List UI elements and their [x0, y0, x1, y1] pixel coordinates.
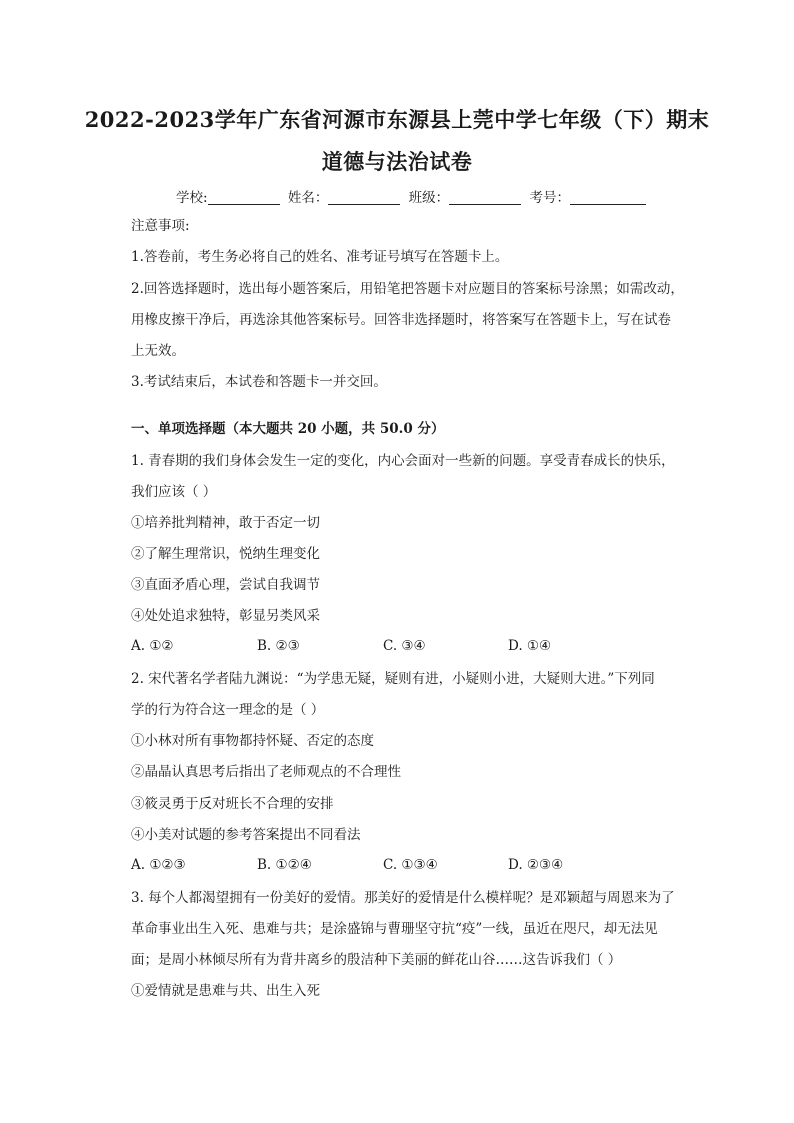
option-c[interactable]: C. ①③④ — [383, 857, 438, 873]
option-b[interactable]: B. ①②④ — [257, 857, 312, 873]
question-2-text: 学的行为符合这一理念的是（ ） — [131, 702, 325, 718]
option-d[interactable]: D. ①④ — [508, 638, 552, 654]
student-info-row — [176, 186, 650, 206]
question-2-statement: ②晶晶认真思考后指出了老师观点的不合理性 — [131, 764, 401, 780]
notes-heading: 注意事项: — [131, 218, 190, 234]
page-title-line2: 道德与法治试卷 — [321, 149, 473, 174]
note-line: 2.回答选择题时，选出每小题答案后，用铅笔把答题卡对应题目的答案标号涂黑；如需改动， — [131, 281, 684, 297]
question-1-statement: ②了解生理常识，悦纳生理变化 — [131, 546, 320, 562]
option-d[interactable]: D. ②③④ — [508, 857, 564, 873]
note-line: 用橡皮擦干净后，再选涂其他答案标号。回答非选择题时，将答案写在答题卡上，写在试卷 — [131, 312, 671, 328]
question-2-text: 2. 宋代著名学者陆九渊说：“为学患无疑，疑则有进，小疑则小进，大疑则大进。”下列同 — [131, 671, 655, 687]
option-a[interactable]: A. ①② — [131, 638, 174, 654]
name-label: 姓名： — [287, 190, 329, 206]
question-3-statement: ①爱情就是患难与共、出生入死 — [131, 983, 320, 999]
note-line: 3.考试结束后，本试卷和答题卡一并交回。 — [131, 374, 387, 390]
question-3-text: 革命事业出生入死、患难与共；是涂盛锦与曹珊坚守抗“疫”一线，虽近在咫尺，却无法见 — [131, 921, 658, 937]
note-line: 上无效。 — [131, 343, 185, 359]
question-1-statement: ④处处追求独特，彰显另类风采 — [131, 608, 320, 624]
question-3-text: 面；是周小林倾尽所有为背井离乡的殷洁种下美丽的鲜花山谷……这告诉我们（ ） — [131, 952, 622, 968]
question-1-text: 1. 青春期的我们身体会发生一定的变化，内心会面对一些新的问题。享受青春成长的快乐， — [131, 453, 675, 469]
option-a[interactable]: A. ①②③ — [131, 857, 186, 873]
exam-number-blank — [570, 190, 646, 205]
school-label: 学校: — [176, 190, 208, 206]
option-c[interactable]: C. ③④ — [383, 638, 426, 654]
note-line: 1.答卷前，考生务必将自己的姓名、准考证号填写在答题卡上。 — [131, 249, 509, 265]
name-blank — [328, 190, 400, 205]
class-label: 班级： — [408, 190, 450, 206]
question-2-statement: ③筱灵勇于反对班长不合理的安排 — [131, 796, 334, 812]
question-1-statement: ③直面矛盾心理，尝试自我调节 — [131, 577, 320, 593]
section-heading: 一、单项选择题（本大题共 20 小题，共 50.0 分） — [131, 421, 445, 437]
question-2-statement: ④小美对试题的参考答案提出不同看法 — [131, 827, 361, 843]
page-title-line1: 2022-2023学年广东省河源市东源县上莞中学七年级（下）期末 — [84, 107, 710, 132]
question-3-text: 3. 每个人都渴望拥有一份美好的爱情。那美好的爱情是什么模样呢？是邓颖超与周恩来为了 — [131, 890, 675, 906]
question-2-statement: ①小林对所有事物都持怀疑、否定的态度 — [131, 733, 374, 749]
option-b[interactable]: B. ②③ — [257, 638, 300, 654]
exam-number-label: 考号： — [529, 190, 570, 206]
class-blank — [449, 190, 521, 205]
question-1-statement: ①培养批判精神，敢于否定一切 — [131, 515, 320, 531]
question-1-text: 我们应该（ ） — [131, 484, 217, 500]
school-blank — [208, 190, 280, 205]
